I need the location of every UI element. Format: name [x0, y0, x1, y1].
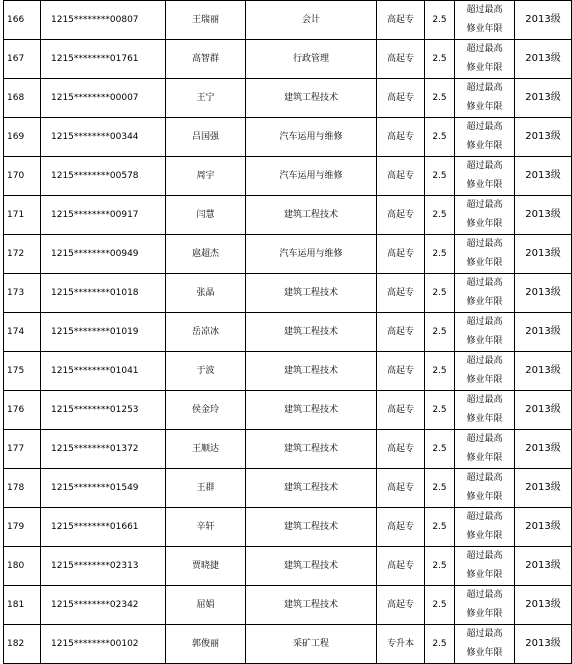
student-id: 1215********02342 — [41, 586, 166, 625]
student-id: 1215********00007 — [41, 79, 166, 118]
study-level: 高起专 — [377, 469, 425, 508]
status-note-line1: 超过最高 — [466, 200, 503, 210]
status-note-line2: 修业年限 — [466, 531, 503, 541]
row-number: 176 — [4, 391, 41, 430]
study-level: 高起专 — [377, 40, 425, 79]
status-note-line1: 超过最高 — [466, 512, 503, 522]
status-note — [455, 235, 515, 274]
status-note-line1: 超过最高 — [466, 83, 503, 93]
status-note-line2: 修业年限 — [466, 336, 503, 346]
major: 采矿工程 — [246, 625, 377, 664]
student-id: 1215********00578 — [41, 157, 166, 196]
study-level: 高起专 — [377, 157, 425, 196]
grade-year: 2013级 — [515, 235, 572, 274]
status-note-line2: 修业年限 — [466, 219, 503, 229]
status-note-line1: 超过最高 — [466, 590, 503, 600]
status-note-line1: 超过最高 — [466, 122, 503, 132]
study-duration: 2.5 — [425, 391, 455, 430]
grade-year: 2013级 — [515, 196, 572, 235]
grade-year: 2013级 — [515, 274, 572, 313]
row-number: 174 — [4, 313, 41, 352]
student-id: 1215********01761 — [41, 40, 166, 79]
status-note-line1: 超过最高 — [466, 278, 503, 288]
major: 建筑工程技术 — [246, 352, 377, 391]
major: 建筑工程技术 — [246, 274, 377, 313]
status-note — [455, 313, 515, 352]
status-note — [455, 1, 515, 40]
row-number: 178 — [4, 469, 41, 508]
study-level: 高起专 — [377, 196, 425, 235]
major: 建筑工程技术 — [246, 79, 377, 118]
major: 汽车运用与维修 — [246, 157, 377, 196]
status-note — [455, 196, 515, 235]
table-row — [4, 79, 572, 118]
study-level: 高起专 — [377, 118, 425, 157]
student-name: 闫慧 — [166, 196, 246, 235]
status-note-line1: 超过最高 — [466, 356, 503, 366]
table-row — [4, 313, 572, 352]
status-note-line2: 修业年限 — [466, 63, 503, 73]
study-duration: 2.5 — [425, 625, 455, 664]
status-note — [455, 391, 515, 430]
status-note-line2: 修业年限 — [466, 141, 503, 151]
table-row — [4, 586, 572, 625]
student-id: 1215********01549 — [41, 469, 166, 508]
study-level: 高起专 — [377, 79, 425, 118]
status-note — [455, 274, 515, 313]
status-note-line2: 修业年限 — [466, 180, 503, 190]
status-note — [455, 40, 515, 79]
table-row — [4, 157, 572, 196]
table-row — [4, 547, 572, 586]
major: 建筑工程技术 — [246, 469, 377, 508]
status-note-line2: 修业年限 — [466, 297, 503, 307]
status-note-line2: 修业年限 — [466, 102, 503, 112]
grade-year: 2013级 — [515, 586, 572, 625]
study-duration: 2.5 — [425, 157, 455, 196]
status-note-line1: 超过最高 — [466, 161, 503, 171]
status-note-line1: 超过最高 — [466, 44, 503, 54]
study-duration: 2.5 — [425, 79, 455, 118]
status-note-line2: 修业年限 — [466, 414, 503, 424]
study-duration: 2.5 — [425, 508, 455, 547]
major: 建筑工程技术 — [246, 391, 377, 430]
study-duration: 2.5 — [425, 586, 455, 625]
row-number: 177 — [4, 430, 41, 469]
student-name: 张晶 — [166, 274, 246, 313]
student-name: 贾晓捷 — [166, 547, 246, 586]
status-note-line2: 修业年限 — [466, 492, 503, 502]
status-note — [455, 508, 515, 547]
status-note-line2: 修业年限 — [466, 570, 503, 580]
grade-year: 2013级 — [515, 625, 572, 664]
major: 建筑工程技术 — [246, 586, 377, 625]
major: 建筑工程技术 — [246, 196, 377, 235]
student-name: 高智群 — [166, 40, 246, 79]
study-duration: 2.5 — [425, 118, 455, 157]
table-row — [4, 1, 572, 40]
table-row — [4, 118, 572, 157]
status-note-line1: 超过最高 — [466, 395, 503, 405]
study-level: 高起专 — [377, 235, 425, 274]
study-duration: 2.5 — [425, 313, 455, 352]
major: 行政管理 — [246, 40, 377, 79]
grade-year: 2013级 — [515, 157, 572, 196]
table-row — [4, 430, 572, 469]
row-number: 171 — [4, 196, 41, 235]
row-number: 173 — [4, 274, 41, 313]
major: 建筑工程技术 — [246, 430, 377, 469]
table-row — [4, 235, 572, 274]
status-note-line2: 修业年限 — [466, 648, 503, 658]
major: 建筑工程技术 — [246, 508, 377, 547]
status-note — [455, 352, 515, 391]
study-level: 高起专 — [377, 274, 425, 313]
table-row — [4, 508, 572, 547]
grade-year: 2013级 — [515, 352, 572, 391]
table-row — [4, 40, 572, 79]
student-name: 辛轩 — [166, 508, 246, 547]
student-name: 王群 — [166, 469, 246, 508]
grade-year: 2013级 — [515, 508, 572, 547]
status-note — [455, 625, 515, 664]
student-id: 1215********01018 — [41, 274, 166, 313]
study-level: 高起专 — [377, 352, 425, 391]
row-number: 169 — [4, 118, 41, 157]
grade-year: 2013级 — [515, 313, 572, 352]
student-id: 1215********00917 — [41, 196, 166, 235]
row-number: 179 — [4, 508, 41, 547]
student-id: 1215********02313 — [41, 547, 166, 586]
status-note-line1: 超过最高 — [466, 551, 503, 561]
status-note — [455, 547, 515, 586]
study-duration: 2.5 — [425, 352, 455, 391]
study-duration: 2.5 — [425, 1, 455, 40]
table-row — [4, 352, 572, 391]
study-duration: 2.5 — [425, 274, 455, 313]
table-row — [4, 391, 572, 430]
student-id: 1215********01041 — [41, 352, 166, 391]
student-name: 王宁 — [166, 79, 246, 118]
student-name: 王瑞丽 — [166, 1, 246, 40]
student-name: 郭俊丽 — [166, 625, 246, 664]
status-note-line2: 修业年限 — [466, 453, 503, 463]
student-name: 于波 — [166, 352, 246, 391]
major: 建筑工程技术 — [246, 547, 377, 586]
study-level: 高起专 — [377, 430, 425, 469]
status-note-line1: 超过最高 — [466, 473, 503, 483]
study-level: 高起专 — [377, 586, 425, 625]
grade-year: 2013级 — [515, 1, 572, 40]
student-id: 1215********01372 — [41, 430, 166, 469]
status-note-line1: 超过最高 — [466, 434, 503, 444]
status-note — [455, 157, 515, 196]
grade-year: 2013级 — [515, 469, 572, 508]
student-name: 王顺达 — [166, 430, 246, 469]
study-level: 高起专 — [377, 391, 425, 430]
table-row — [4, 469, 572, 508]
grade-year: 2013级 — [515, 40, 572, 79]
major: 建筑工程技术 — [246, 313, 377, 352]
row-number: 168 — [4, 79, 41, 118]
table-body — [4, 1, 572, 664]
major: 汽车运用与维修 — [246, 118, 377, 157]
major: 会计 — [246, 1, 377, 40]
study-level: 高起专 — [377, 1, 425, 40]
student-name: 扈超杰 — [166, 235, 246, 274]
grade-year: 2013级 — [515, 79, 572, 118]
student-name: 周宇 — [166, 157, 246, 196]
student-id: 1215********01019 — [41, 313, 166, 352]
grade-year: 2013级 — [515, 547, 572, 586]
status-note — [455, 586, 515, 625]
row-number: 167 — [4, 40, 41, 79]
student-id: 1215********00102 — [41, 625, 166, 664]
status-note-line1: 超过最高 — [466, 317, 503, 327]
study-level: 专升本 — [377, 625, 425, 664]
student-name: 屈娟 — [166, 586, 246, 625]
study-duration: 2.5 — [425, 547, 455, 586]
study-duration: 2.5 — [425, 469, 455, 508]
study-level: 高起专 — [377, 313, 425, 352]
grade-year: 2013级 — [515, 430, 572, 469]
study-duration: 2.5 — [425, 235, 455, 274]
status-note — [455, 430, 515, 469]
row-number: 182 — [4, 625, 41, 664]
student-id: 1215********01253 — [41, 391, 166, 430]
row-number: 181 — [4, 586, 41, 625]
status-note-line1: 超过最高 — [466, 239, 503, 249]
study-duration: 2.5 — [425, 40, 455, 79]
grade-year: 2013级 — [515, 391, 572, 430]
status-note-line1: 超过最高 — [466, 629, 503, 639]
student-id: 1215********01661 — [41, 508, 166, 547]
status-note-line2: 修业年限 — [466, 609, 503, 619]
status-note-line1: 超过最高 — [466, 5, 503, 15]
student-name: 吕国强 — [166, 118, 246, 157]
table-row — [4, 196, 572, 235]
student-name: 侯金玲 — [166, 391, 246, 430]
study-level: 高起专 — [377, 547, 425, 586]
status-note — [455, 79, 515, 118]
table-row — [4, 625, 572, 664]
row-number: 172 — [4, 235, 41, 274]
study-duration: 2.5 — [425, 430, 455, 469]
student-name: 岳凉冰 — [166, 313, 246, 352]
table-row — [4, 274, 572, 313]
status-note — [455, 469, 515, 508]
row-number: 180 — [4, 547, 41, 586]
major: 汽车运用与维修 — [246, 235, 377, 274]
student-table — [3, 0, 572, 664]
status-note-line2: 修业年限 — [466, 375, 503, 385]
status-note-line2: 修业年限 — [466, 24, 503, 34]
student-id: 1215********00949 — [41, 235, 166, 274]
row-number: 170 — [4, 157, 41, 196]
row-number: 166 — [4, 1, 41, 40]
student-id: 1215********00807 — [41, 1, 166, 40]
status-note — [455, 118, 515, 157]
grade-year: 2013级 — [515, 118, 572, 157]
row-number: 175 — [4, 352, 41, 391]
student-id: 1215********00344 — [41, 118, 166, 157]
status-note-line2: 修业年限 — [466, 258, 503, 268]
study-level: 高起专 — [377, 508, 425, 547]
study-duration: 2.5 — [425, 196, 455, 235]
